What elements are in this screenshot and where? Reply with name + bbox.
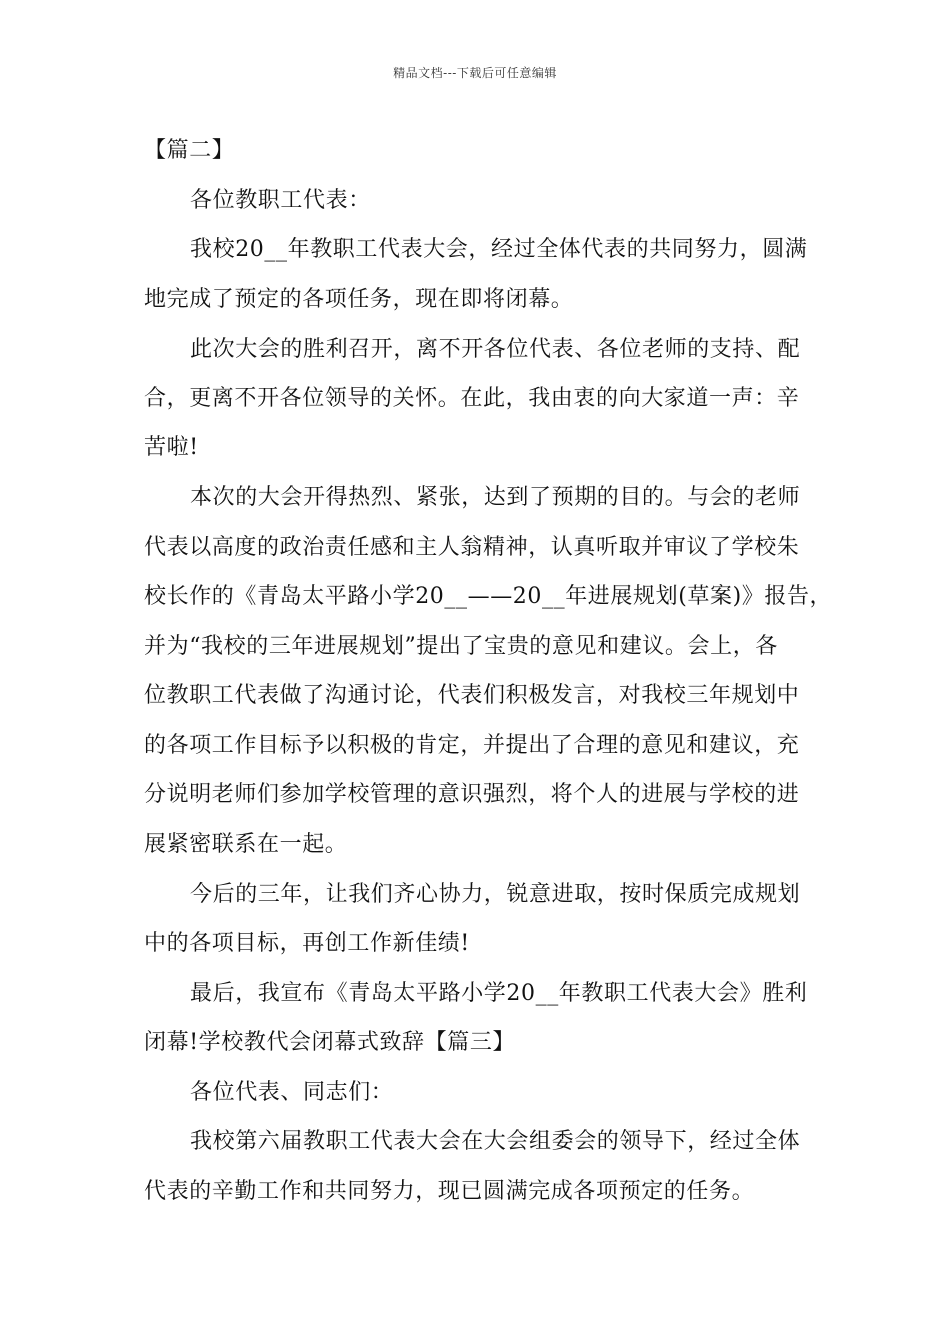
paragraph-line: 此次大会的胜利召开，离不开各位代表、各位老师的支持、配: [190, 337, 801, 362]
salutation: 各位教职工代表：: [190, 188, 371, 213]
section-heading: 【篇二】: [144, 138, 235, 163]
paragraph-line: 代表的辛勤工作和共同努力，现已圆满完成各项预定的任务。: [144, 1179, 755, 1204]
salutation: 各位代表、同志们：: [190, 1080, 394, 1105]
paragraph-line: 本次的大会开得热烈、紧张，达到了预期的目的。与会的老师: [190, 485, 801, 510]
paragraph-line: 位教职工代表做了沟通讨论，代表们积极发言，对我校三年规划中: [144, 683, 800, 708]
paragraph-line: 校长作的《青岛太平路小学20__——20__年进展规划(草案)》报告，: [144, 584, 833, 609]
paragraph-line: 的各项工作目标予以积极的肯定，并提出了合理的意见和建议，充: [144, 733, 800, 758]
paragraph-line: 最后，我宣布《青岛太平路小学20__年教职工代表大会》胜利: [190, 981, 808, 1006]
paragraph-line: 我校第六届教职工代表大会在大会组委会的领导下，经过全体: [190, 1129, 801, 1154]
paragraph-line: 代表以高度的政治责任感和主人翁精神，认真听取并审议了学校朱: [144, 535, 800, 560]
paragraph-line: 展紧密联系在一起。: [144, 832, 348, 857]
paragraph-line: 中的各项目标，再创工作新佳绩!: [144, 931, 470, 956]
paragraph-line: 闭幕!学校教代会闭幕式致辞【篇三】: [144, 1030, 516, 1055]
paragraph-line: 地完成了预定的各项任务，现在即将闭幕。: [144, 287, 574, 312]
paragraph-line: 苦啦!: [144, 435, 199, 460]
paragraph-line: 并为“我校的三年进展规划”提出了宝贵的意见和建议。会上，各: [144, 634, 778, 659]
paragraph-line: 分说明老师们参加学校管理的意识强烈，将个人的进展与学校的进: [144, 782, 800, 807]
paragraph-line: 今后的三年，让我们齐心协力，锐意进取，按时保质完成规划: [190, 882, 801, 907]
paragraph-line: 合，更离不开各位领导的关怀。在此，我由衷的向大家道一声：辛: [144, 386, 800, 411]
paragraph-line: 我校20__年教职工代表大会，经过全体代表的共同努力，圆满: [190, 237, 808, 262]
page-header: 精品文档---下载后可任意编辑: [393, 66, 557, 80]
